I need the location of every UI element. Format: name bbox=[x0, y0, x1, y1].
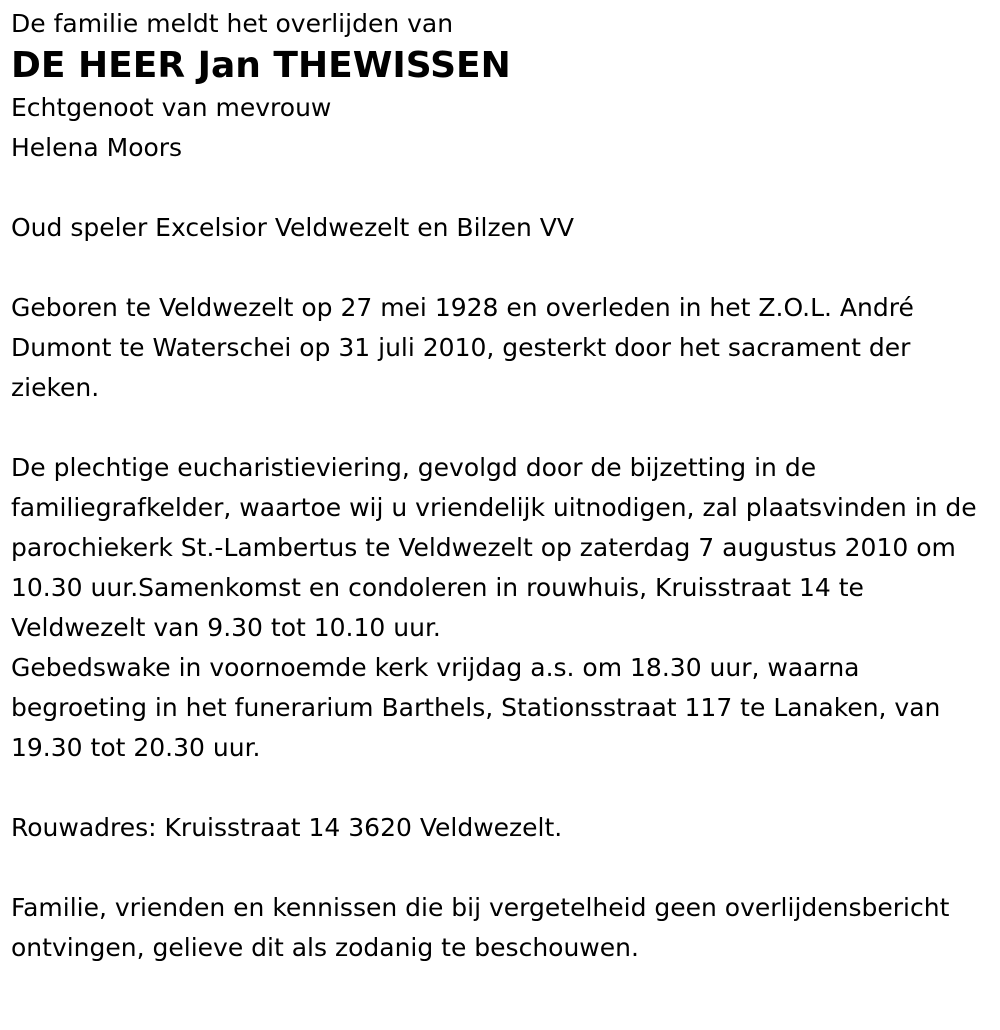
spouse-line-2: Helena Moors bbox=[11, 133, 183, 162]
birth-death-paragraph: Geboren te Veldwezelt op 27 mei 1928 en overleden in het Z.O.L. André Dumont te Waterschei op 31 juli 2010, gesterkt door het sacrament der zieken. bbox=[11, 293, 914, 402]
death-notice bbox=[11, 4, 993, 968]
closing-paragraph: Familie, vrienden en kennissen die bij vergetelheid geen overlijdensbericht ontvingen, gelieve dit als zodanig te beschouwen. bbox=[11, 893, 950, 962]
spacer bbox=[11, 168, 993, 208]
address-line: Rouwadres: Kruisstraat 14 3620 Veldwezelt. bbox=[11, 813, 563, 842]
intro-text: De familie meldt het overlijden van bbox=[11, 9, 454, 38]
vigil-paragraph: Gebedswake in voornoemde kerk vrijdag a.s. om 18.30 uur, waarna begroeting in het funerarium Barthels, Stationsstraat 117 te Lanaken, van 19.30 tot 20.30 uur. bbox=[11, 653, 941, 762]
deceased-name: DE HEER Jan THEWISSEN bbox=[11, 45, 511, 86]
spacer bbox=[11, 768, 993, 808]
ceremony-paragraph: De plechtige eucharistieviering, gevolgd door de bijzetting in de familiegrafkelder, waartoe wij u vriendelijk uitnodigen, zal plaatsvinden in de parochiekerk St.-Lambertus te Veldwezelt op zaterdag 7 augustus 2010 om 10.30 uur.Samenkomst en condoleren in rouwhuis, Kruisstraat 14 te Veldwezelt van 9.30 tot 10.10 uur. bbox=[11, 453, 977, 642]
club-line: Oud speler Excelsior Veldwezelt en Bilzen VV bbox=[11, 213, 574, 242]
spacer bbox=[11, 248, 993, 288]
spacer bbox=[11, 408, 993, 448]
spouse-line-1: Echtgenoot van mevrouw bbox=[11, 93, 332, 122]
spacer bbox=[11, 848, 993, 888]
